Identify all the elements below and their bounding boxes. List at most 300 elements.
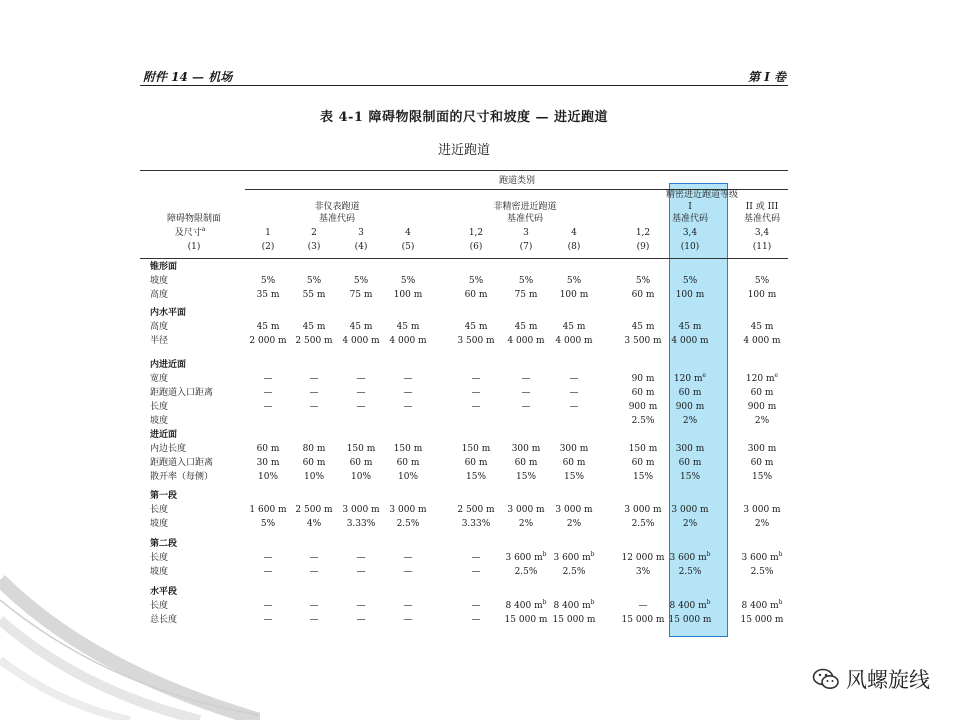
table-cell [394, 444, 423, 455]
table-cell [357, 567, 366, 578]
table-cell [567, 276, 581, 287]
cell-value: — [356, 388, 366, 398]
table-cell [751, 567, 774, 578]
table-cell [570, 402, 579, 413]
wechat-icon [812, 668, 840, 690]
group-precision-title: 精密进近跑道等级 [665, 190, 739, 200]
cell-value: 2 500 m [457, 505, 495, 515]
table-cell [457, 336, 494, 347]
cell-value: 5% [468, 276, 484, 286]
cell-value: — [471, 615, 481, 625]
cell-value: 45 m [396, 322, 420, 332]
table-cell [632, 458, 655, 469]
cell-value: 15% [679, 472, 701, 482]
cell-value: 2 500 m [295, 505, 333, 515]
cell-value: 45 m [302, 322, 326, 332]
group-nonprecision-code: 基准代码 [506, 214, 544, 224]
table-cell [519, 519, 533, 530]
cell-value: 900 m [747, 402, 777, 412]
table-cell [466, 472, 486, 483]
cell-value: 5% [353, 276, 369, 286]
cell-value: 2% [566, 519, 582, 529]
table-cell [671, 505, 708, 516]
table-cell [563, 567, 586, 578]
rowhead-line2 [175, 228, 206, 239]
cell-value: 45 m [750, 322, 774, 332]
colnum-7: (7) [519, 242, 533, 252]
table-cell [669, 615, 712, 626]
cell-value: — [403, 615, 413, 625]
table-cell [404, 601, 413, 612]
cell-value: 60 m [678, 388, 702, 398]
row-label: 长度 [150, 505, 169, 515]
table-cell [307, 519, 321, 530]
table-cell [522, 388, 531, 399]
cell-value: 2.5% [562, 567, 586, 577]
table-cell [357, 388, 366, 399]
cell-value: 4 000 m [507, 336, 545, 346]
table-cell [261, 276, 275, 287]
cell-value: 300 m [747, 444, 777, 454]
table-cell [679, 388, 702, 399]
cell-value: 5% [260, 276, 276, 286]
cell-value: 4 000 m [555, 336, 593, 346]
table-cell [404, 374, 413, 385]
code-col-11: 3,4 [754, 228, 770, 238]
code-col-5: 4 [405, 228, 411, 238]
cell-value: 2.5% [678, 567, 702, 577]
section-title: 水平段 [150, 587, 178, 597]
cell-value: — [309, 553, 319, 563]
cell-value: 60 m [750, 458, 774, 468]
cell-value: 120 m [745, 374, 775, 384]
table-cell [404, 567, 413, 578]
cell-value: — [403, 388, 413, 398]
table-cell [264, 601, 273, 612]
table-cell [357, 553, 366, 564]
cell-value: — [309, 601, 319, 611]
cell-value: 1 600 m [249, 505, 287, 515]
colnum-10: (10) [680, 242, 700, 252]
table-cell [629, 444, 658, 455]
table-header-rule [140, 258, 788, 259]
row-label: 宽度 [150, 374, 169, 384]
table-cell [342, 505, 379, 516]
table-cell [354, 276, 368, 287]
cell-value: 150 m [461, 444, 491, 454]
cell-value: 60 m [631, 290, 655, 300]
table-cell [632, 416, 655, 427]
cell-value: 4 000 m [743, 336, 781, 346]
cell-value: — [263, 615, 273, 625]
table-cell [465, 458, 488, 469]
cell-value: 8 400 m [553, 601, 591, 611]
cell-value: 60 m [464, 290, 488, 300]
cell-value: — [521, 374, 531, 384]
cell-value: 3 500 m [624, 336, 662, 346]
cell-value: 2 000 m [249, 336, 287, 346]
row-label: 散开率（每侧） [150, 472, 214, 482]
table-cell [680, 472, 700, 483]
table-cell [397, 322, 420, 333]
table-cell [295, 505, 332, 516]
colnum-6: (6) [469, 242, 483, 252]
cell-value: 45 m [562, 322, 586, 332]
table-cell [258, 472, 278, 483]
row-label: 高度 [150, 322, 169, 332]
table-cell [357, 601, 366, 612]
table-cell [310, 402, 319, 413]
table-cell [350, 322, 373, 333]
table-cell [397, 458, 420, 469]
cell-value: 3 000 m [671, 505, 709, 515]
cell-value: — [638, 601, 648, 611]
cell-value: — [356, 601, 366, 611]
table-cell [357, 615, 366, 626]
table-cell [472, 567, 481, 578]
table-cell [457, 505, 494, 516]
table-cell [522, 374, 531, 385]
table-cell [522, 402, 531, 413]
rowhead-num: (1) [187, 242, 201, 252]
cell-value: 2% [682, 519, 698, 529]
cell-value: 2% [518, 519, 534, 529]
row-label: 内边长度 [150, 444, 187, 454]
table-cell [264, 402, 273, 413]
cell-value: 75 m [349, 290, 373, 300]
table-cell [683, 519, 697, 530]
table-cell [469, 276, 483, 287]
cell-value: 2 500 m [295, 336, 333, 346]
row-label: 长度 [150, 601, 169, 611]
cell-value: — [403, 601, 413, 611]
table-cell [257, 458, 280, 469]
cell-value: 3 000 m [624, 505, 662, 515]
cell-value: 10% [397, 472, 419, 482]
group-precision-cat23-code: 基准代码 [743, 214, 781, 224]
table-cell [669, 601, 710, 612]
table-cell [462, 519, 491, 530]
cell-value: 8 400 m [741, 601, 779, 611]
row-label: 长度 [150, 553, 169, 563]
table-cell [560, 290, 589, 301]
cell-value: — [356, 402, 366, 412]
rowhead-line1: 障碍物限制面 [166, 214, 222, 224]
cell-value: 30 m [256, 458, 280, 468]
cell-value: 4 000 m [671, 336, 709, 346]
table-cell [515, 567, 538, 578]
table-cell [632, 374, 655, 385]
table-cell [347, 444, 376, 455]
section-title: 内进近面 [150, 360, 187, 370]
row-label: 坡度 [150, 519, 169, 529]
cell-value: — [309, 374, 319, 384]
cell-value: 15% [632, 472, 654, 482]
table-cell [472, 388, 481, 399]
cell-value: 3 600 m [505, 553, 543, 563]
table-cell [303, 322, 326, 333]
cell-value: 45 m [464, 322, 488, 332]
cell-value: 3.33% [461, 519, 491, 529]
cell-value: 15 000 m [740, 615, 784, 625]
cell-value: 45 m [514, 322, 538, 332]
cell-value: 3 000 m [507, 505, 545, 515]
table-cell [472, 601, 481, 612]
cell-footnote: b [590, 551, 595, 558]
cell-value: 8 400 m [505, 601, 543, 611]
table-cell [304, 472, 324, 483]
watermark-text: 风螺旋线 [846, 668, 930, 692]
table-cell [310, 567, 319, 578]
cell-value: — [521, 388, 531, 398]
cell-value: 150 m [346, 444, 376, 454]
table-cell [462, 444, 491, 455]
table-cell [264, 553, 273, 564]
cell-value: 45 m [256, 322, 280, 332]
code-col-3: 2 [311, 228, 317, 238]
table-cell [303, 458, 326, 469]
table-cell [743, 505, 780, 516]
cell-footnote: e [702, 372, 707, 379]
row-label: 坡度 [150, 416, 169, 426]
cell-value: — [569, 388, 579, 398]
cell-value: 5% [260, 519, 276, 529]
cell-value: — [471, 567, 481, 577]
table-cell [249, 336, 286, 347]
cell-value: 2% [754, 416, 770, 426]
cell-value: 5% [754, 276, 770, 286]
section-title: 锥形面 [150, 262, 178, 272]
table-cell [261, 519, 275, 530]
table-cell [516, 472, 536, 483]
cell-value: 2.5% [514, 567, 538, 577]
table-cell [553, 601, 594, 612]
cell-value: — [356, 553, 366, 563]
cell-value: 4 000 m [389, 336, 427, 346]
table-cell [264, 567, 273, 578]
cell-value: 100 m [675, 290, 705, 300]
cell-value: 900 m [628, 402, 658, 412]
table-title: 表 4-1 障碍物限制面的尺寸和坡度 — 进近跑道 [319, 110, 609, 125]
cell-value: 100 m [393, 290, 423, 300]
cell-value: 300 m [511, 444, 541, 454]
code-col-4: 3 [358, 228, 364, 238]
cell-footnote: b [542, 551, 547, 558]
colnum-4: (4) [354, 242, 368, 252]
table-cell [669, 553, 710, 564]
group-precision-cat23: II 或 III [745, 202, 779, 212]
section-title: 进近面 [150, 430, 178, 440]
table-cell [512, 444, 541, 455]
cell-value: — [263, 374, 273, 384]
table-cell [404, 553, 413, 564]
cell-value: — [263, 601, 273, 611]
cell-value: 2% [754, 519, 770, 529]
table-cell [755, 276, 769, 287]
table-cell [398, 472, 418, 483]
cell-value: 150 m [628, 444, 658, 454]
table-cell [303, 290, 326, 301]
cell-value: 60 m [302, 458, 326, 468]
cell-value: 5% [306, 276, 322, 286]
cell-value: 10% [257, 472, 279, 482]
cell-value: 3 000 m [342, 505, 380, 515]
table-cell [394, 290, 423, 301]
cell-footnote: b [778, 551, 783, 558]
section-title: 第二段 [150, 539, 178, 549]
table-cell [567, 519, 581, 530]
table-cell [679, 458, 702, 469]
table-cell [553, 615, 596, 626]
cell-value: 2.5% [750, 567, 774, 577]
cell-value: — [471, 388, 481, 398]
table-cell [347, 519, 376, 530]
table-cell [633, 472, 653, 483]
colnum-8: (8) [567, 242, 581, 252]
table-cell [350, 458, 373, 469]
row-label: 距跑道入口距离 [150, 458, 214, 468]
cell-value: 3% [635, 567, 651, 577]
table-cell [639, 601, 648, 612]
cell-value: — [403, 553, 413, 563]
cell-value: 35 m [256, 290, 280, 300]
table-cell [465, 290, 488, 301]
cell-value: 15% [465, 472, 487, 482]
cell-value: 5% [682, 276, 698, 286]
cell-value: 10% [350, 472, 372, 482]
cell-value: — [569, 402, 579, 412]
colnum-11: (11) [752, 242, 772, 252]
colnum-3: (3) [307, 242, 321, 252]
table-cell [636, 276, 650, 287]
table-cell [401, 276, 415, 287]
cell-value: 5% [566, 276, 582, 286]
table-cell [505, 553, 546, 564]
table-cell [679, 322, 702, 333]
cell-value: 3 500 m [457, 336, 495, 346]
code-col-9: 1,2 [635, 228, 651, 238]
cell-value: — [471, 402, 481, 412]
table-cell [741, 553, 782, 564]
table-cell [357, 402, 366, 413]
cell-footnote: b [778, 599, 783, 606]
table-cell [505, 601, 546, 612]
cell-value: 80 m [302, 444, 326, 454]
code-col-10: 3,4 [682, 228, 698, 238]
table-cell [560, 444, 589, 455]
table-cell [264, 388, 273, 399]
table-cell [264, 374, 273, 385]
table-cell [743, 336, 780, 347]
table-cell [741, 601, 782, 612]
cell-footnote: b [542, 599, 547, 606]
table-cell [257, 322, 280, 333]
table-cell [748, 444, 777, 455]
cell-footnote: b [590, 599, 595, 606]
table-cell [472, 553, 481, 564]
cell-value: 55 m [302, 290, 326, 300]
cell-value: 3 000 m [743, 505, 781, 515]
table-cell [671, 336, 708, 347]
table-cell [515, 458, 538, 469]
table-cell [751, 388, 774, 399]
cell-value: — [263, 388, 273, 398]
table-cell [629, 402, 658, 413]
group-nonprecision-title: 非精密进近跑道 [493, 202, 557, 212]
table-cell [741, 615, 784, 626]
cell-footnote: b [706, 551, 711, 558]
section-title: 第一段 [150, 491, 178, 501]
table-cell [632, 519, 655, 530]
cell-value: 3 000 m [555, 505, 593, 515]
cell-value: — [356, 567, 366, 577]
row-label: 坡度 [150, 276, 169, 286]
table-cell [515, 290, 538, 301]
cell-value: 3.33% [346, 519, 376, 529]
cell-value: 150 m [393, 444, 423, 454]
cell-value: 3 600 m [669, 553, 707, 563]
cell-value: 15% [515, 472, 537, 482]
cell-value: 2.5% [631, 519, 655, 529]
table-cell [249, 505, 286, 516]
row-label: 半径 [150, 336, 169, 346]
cell-value: 45 m [631, 322, 655, 332]
cell-value: 60 m [750, 388, 774, 398]
cell-value: 75 m [514, 290, 538, 300]
cell-value: 90 m [631, 374, 655, 384]
cell-value: 300 m [559, 444, 589, 454]
cell-value: — [309, 567, 319, 577]
table-cell [676, 402, 705, 413]
cell-value: — [356, 374, 366, 384]
cell-value: 4 000 m [342, 336, 380, 346]
cell-value: 10% [303, 472, 325, 482]
table-cell [351, 472, 371, 483]
row-label: 高度 [150, 290, 169, 300]
table-cell [622, 615, 665, 626]
table-cell [683, 416, 697, 427]
cell-value: — [403, 402, 413, 412]
table-cell [257, 444, 280, 455]
table-cell [679, 567, 702, 578]
cell-value: 2.5% [631, 416, 655, 426]
table-cell [676, 444, 705, 455]
table-cell [624, 336, 661, 347]
table-cell [751, 322, 774, 333]
cell-value: 15 000 m [552, 615, 596, 625]
table-cell [264, 615, 273, 626]
code-col-7: 3 [523, 228, 529, 238]
table-cell [570, 388, 579, 399]
colnum-2: (2) [261, 242, 275, 252]
cell-value: 60 m [631, 458, 655, 468]
table-cell [310, 374, 319, 385]
group-precision-cat1-code: 基准代码 [671, 214, 709, 224]
table-cell [555, 505, 592, 516]
table-cell [472, 402, 481, 413]
header-rule [140, 85, 788, 86]
colnum-9: (9) [636, 242, 650, 252]
table-cell [507, 336, 544, 347]
table-top-rule [140, 170, 788, 171]
table-cell [563, 458, 586, 469]
cell-value: 45 m [349, 322, 373, 332]
cell-value: 12 000 m [621, 553, 665, 563]
group-precision-cat1: I [688, 202, 692, 212]
table-cell [303, 444, 326, 455]
cell-value: 5% [635, 276, 651, 286]
table-cell [755, 416, 769, 427]
